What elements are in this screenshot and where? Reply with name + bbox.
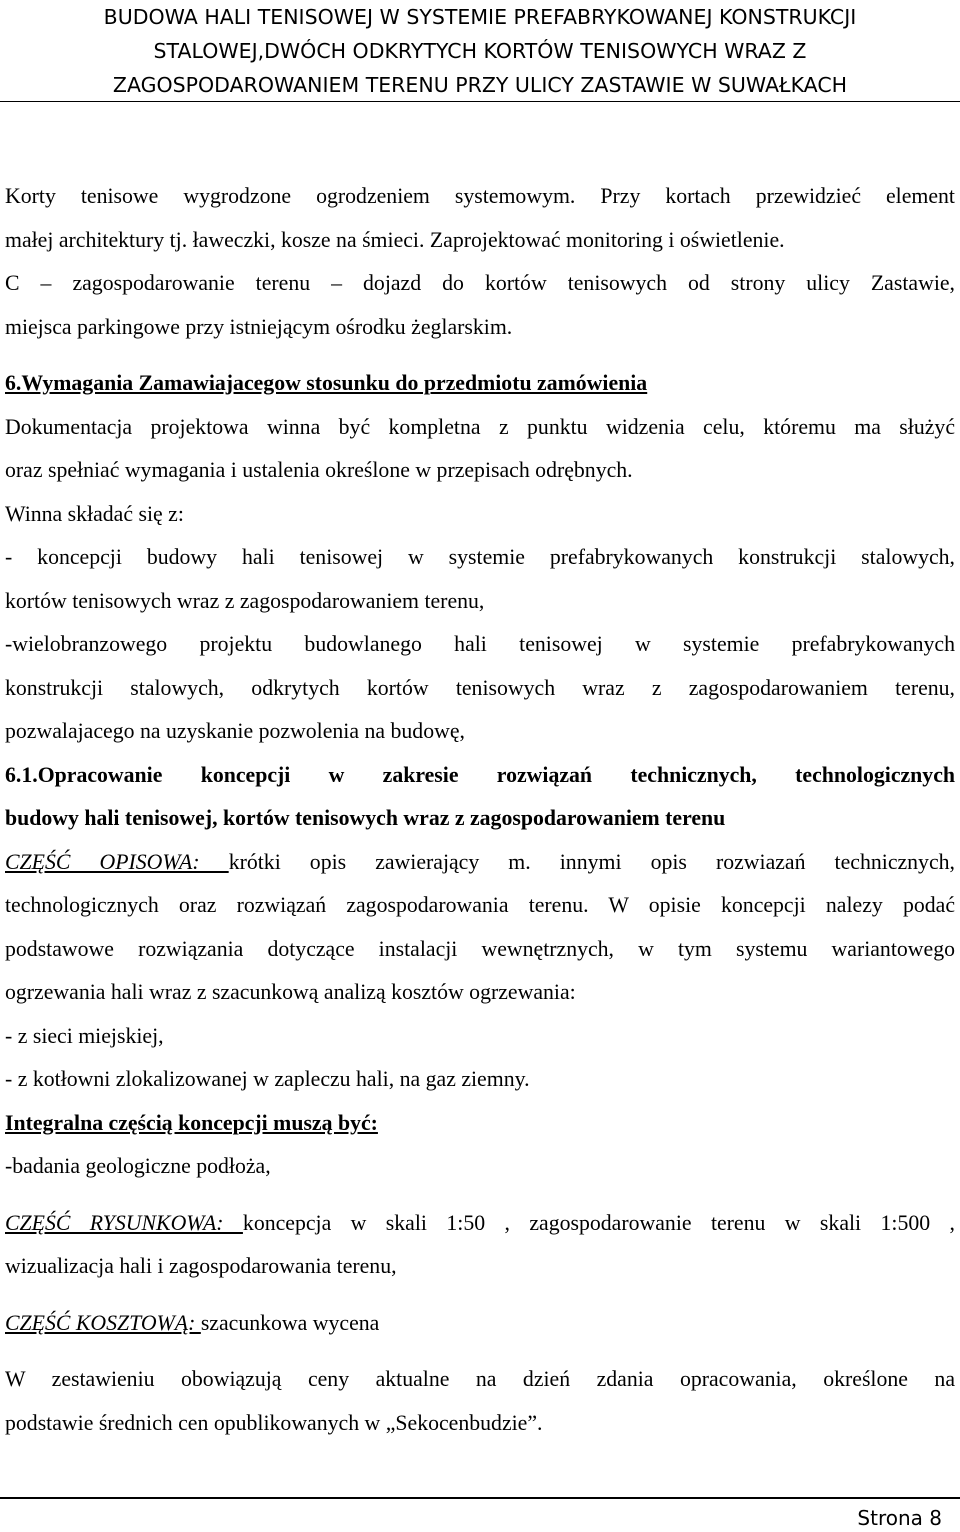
kosztowa-text: szacunkowa wycena [200, 1310, 380, 1335]
list-item-line: - koncepcji budowy hali tenisowej w systemie prefabrykowanych konstrukcji stalowych, [5, 545, 955, 569]
paragraph-line: Korty tenisowe wygrodzone ogrodzeniem systemowym. Przy kortach przewidzieć element [5, 184, 955, 208]
paragraph-line: podstawie średnich cen opublikowanych w „Sekocenbudzie”. [5, 1410, 543, 1435]
paragraph-line [5, 1302, 955, 1346]
header-divider [0, 101, 960, 102]
header-line: ZAGOSPODAROWANIEM TERENU PRZY ULICY ZASTAWIE W SUWAŁKACH [112, 73, 848, 97]
list-item-line: -wielobranzowego projektu budowlanego hali tenisowej w systemie prefabrykowanych [5, 632, 955, 656]
list-item-line: -badania geologiczne podłoża, [5, 1154, 271, 1178]
list-item-line: konstrukcji stalowych, odkrytych kortów tenisowych wraz z zagospodarowaniem terenu, [5, 675, 955, 700]
paragraph-line: oraz spełniać wymagania i ustalenia określone w przepisach odrębnych. [5, 458, 633, 482]
paragraph-line: ogrzewania hali wraz z szacunkową analizą kosztów ogrzewania: [5, 980, 576, 1004]
kosztowa-label: CZĘŚĆ KOSZTOWĄ: [5, 1310, 201, 1335]
page-number: Strona 8 [857, 1506, 942, 1530]
footer-divider [0, 1497, 960, 1499]
header-line: STALOWEJ,DWÓCH ODKRYTYCH KORTÓW TENISOWYCH WRAZ Z [153, 39, 807, 63]
document-body [5, 175, 955, 1445]
paragraph-line: małej architektury tj. ławeczki, kosze na śmieci. Zaprojektować monitoring i oświetlenie. [5, 227, 785, 252]
paragraph-line [5, 841, 955, 885]
paragraph-line: C – zagospodarowanie terenu – dojazd do kortów tenisowych od strony ulicy Zastawie, [5, 271, 955, 295]
paragraph-line: podstawowe rozwiązania dotyczące instalacji wewnętrznych, w tym systemu wariantowego [5, 936, 955, 961]
rysunkowa-label: CZĘŚĆ RYSUNKOWA: [5, 1210, 243, 1235]
page-header [0, 0, 960, 102]
section-heading-6-1-cont: budowy hali tenisowej, kortów tenisowych wraz z zagospodarowaniem terenu [5, 806, 726, 830]
list-item-line: pozwalajacego na uzyskanie pozwolenia na budowę, [5, 719, 465, 743]
section-heading-6: 6.Wymagania Zamawiajacegow stosunku do przedmiotu zamówienia [5, 371, 648, 395]
paragraph-line: Dokumentacja projektowa winna być kompletna z punktu widzenia celu, któremu ma służyć [5, 414, 955, 439]
paragraph-line: Winna składać się z: [5, 501, 184, 526]
integral-heading: Integralna częścią koncepcji muszą być: [5, 1110, 378, 1135]
opisowa-label: CZĘŚĆ OPISOWA: [5, 849, 229, 874]
section-heading-6-1: 6.1.Opracowanie koncepcji w zakresie rozwiązań technicznych, technologicznych [5, 762, 955, 787]
list-item-line: - z kotłowni zlokalizowanej w zapleczu hali, na gaz ziemny. [5, 1067, 530, 1091]
paragraph-line: miejsca parkingowe przy istniejącym ośrodku żeglarskim. [5, 314, 513, 339]
paragraph-line: technologicznych oraz rozwiązań zagospodarowania terenu. W opisie koncepcji nalezy podać [5, 893, 955, 917]
paragraph-line: W zestawieniu obowiązują ceny aktualne na dzień zdania opracowania, określone na [5, 1367, 955, 1391]
paragraph-line: wizualizacja hali i zagospodarowania terenu, [5, 1254, 397, 1278]
header-line: BUDOWA HALI TENISOWEJ W SYSTEMIE PREFABRYKOWANEJ KONSTRUKCJI [103, 5, 857, 29]
list-item-line: - z sieci miejskiej, [5, 1023, 164, 1048]
rysunkowa-text: koncepcja w skali 1:50 , zagospodarowanie terenu w skali 1:500 , [242, 1210, 955, 1235]
paragraph-line [5, 1202, 955, 1246]
list-item-line: kortów tenisowych wraz z zagospodarowaniem terenu, [5, 588, 485, 613]
opisowa-text: krótki opis zawierający m. innymi opis rozwiazań technicznych, [228, 849, 955, 874]
